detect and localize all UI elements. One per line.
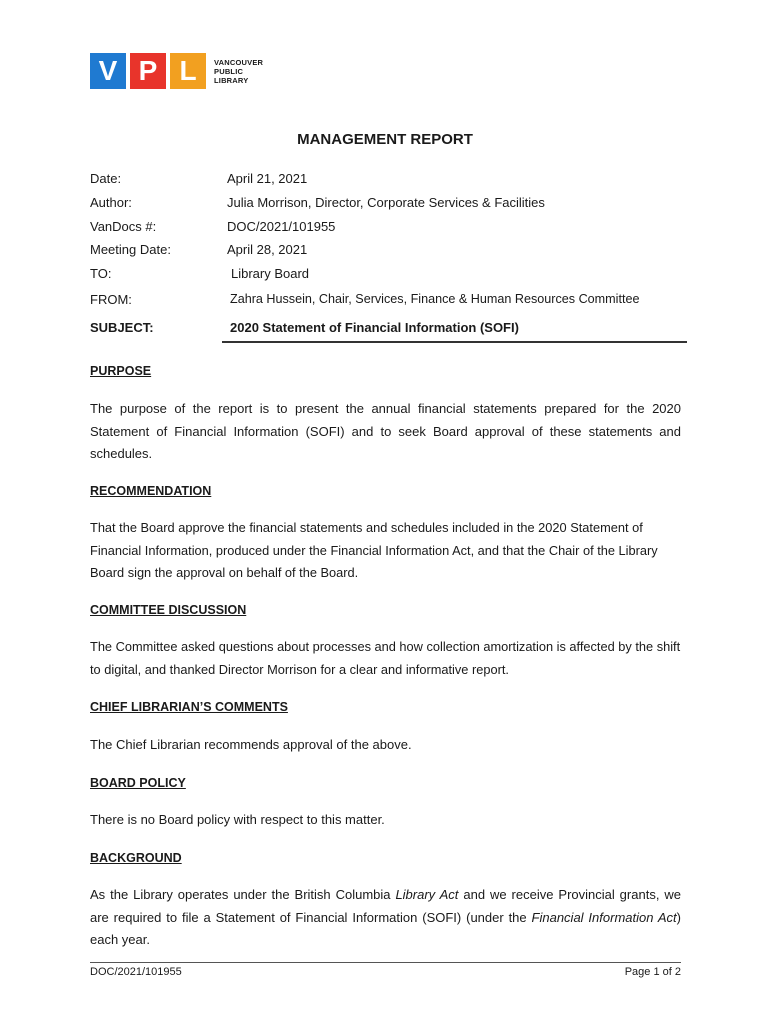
background-heading: BACKGROUND (90, 851, 182, 865)
logo-line-1: VANCOUVER (214, 57, 264, 67)
vpl-logo (90, 53, 263, 89)
library-act-italic: Library Act (395, 887, 459, 902)
subject-divider (222, 341, 687, 343)
meta-value: DOC/2021/101955 (227, 219, 336, 234)
chief-librarian-text: The Chief Librarian recommends approval of the above. (90, 737, 412, 752)
background-text-part: and we receive Provincial grants, we are required to file a Statement of Financial Information (SOFI) (under the (90, 887, 681, 925)
recommendation-heading: RECOMMENDATION (90, 484, 212, 498)
board-policy-text: There is no Board policy with respect to this matter. (90, 812, 385, 827)
logo-wordmark (214, 58, 263, 85)
background-text (90, 884, 681, 952)
meta-label: FROM: (90, 292, 132, 307)
meta-label: Meeting Date: (90, 242, 171, 257)
report-title: MANAGEMENT REPORT (297, 131, 473, 148)
logo-letter-v: V (90, 53, 126, 89)
logo-letter-l: L (170, 53, 206, 89)
logo-letter-p: P (130, 53, 166, 89)
purpose-heading: PURPOSE (90, 364, 152, 378)
meta-label: TO: (90, 266, 112, 281)
recommendation-text: That the Board approve the financial statements and schedules included in the 2020 Statement of Financial Information, produced under the Financial Information Act, and that the Chair of the Library Board sign the approval on behalf of the Board. (90, 520, 658, 580)
meta-value: Library Board (231, 266, 310, 281)
logo-line-3: LIBRARY (214, 75, 249, 85)
meta-label: VanDocs #: (90, 219, 157, 234)
meta-value: Julia Morrison, Director, Corporate Services & Facilities (227, 195, 545, 210)
background-text-part: As the Library operates under the British Columbia (90, 887, 396, 902)
meta-value: 2020 Statement of Financial Information (SOFI) (230, 320, 519, 335)
purpose-text: The purpose of the report is to present the annual financial statements prepared for the 2020 Statement of Financial Information (SOFI) and to seek Board approval of these statements and schedules. (90, 401, 681, 461)
logo-line-2: PUBLIC (214, 66, 244, 76)
footer-doc-number: DOC/2021/101955 (90, 966, 182, 978)
committee-text: The Committee asked questions about processes and how collection amortization is affected by the shift to digital, and thanked Director Morrison for a clear and informative report. (90, 639, 681, 677)
meta-label: Author: (90, 195, 132, 210)
meta-value: April 21, 2021 (227, 171, 308, 186)
footer-divider (90, 962, 681, 963)
chief-librarian-heading: CHIEF LIBRARIAN’S COMMENTS (90, 700, 288, 714)
meta-value: Zahra Hussein, Chair, Services, Finance & Human Resources Committee (230, 292, 640, 306)
committee-heading: COMMITTEE DISCUSSION (90, 603, 247, 617)
meta-label: SUBJECT: (90, 320, 154, 335)
financial-information-act-italic: Financial Information Act (531, 909, 677, 925)
meta-value: April 28, 2021 (227, 242, 308, 257)
board-policy-heading: BOARD POLICY (90, 776, 186, 790)
meta-label: Date: (90, 171, 122, 186)
background-text-part: ) each year. (90, 909, 681, 947)
footer-page-number: Page 1 of 2 (624, 966, 681, 978)
